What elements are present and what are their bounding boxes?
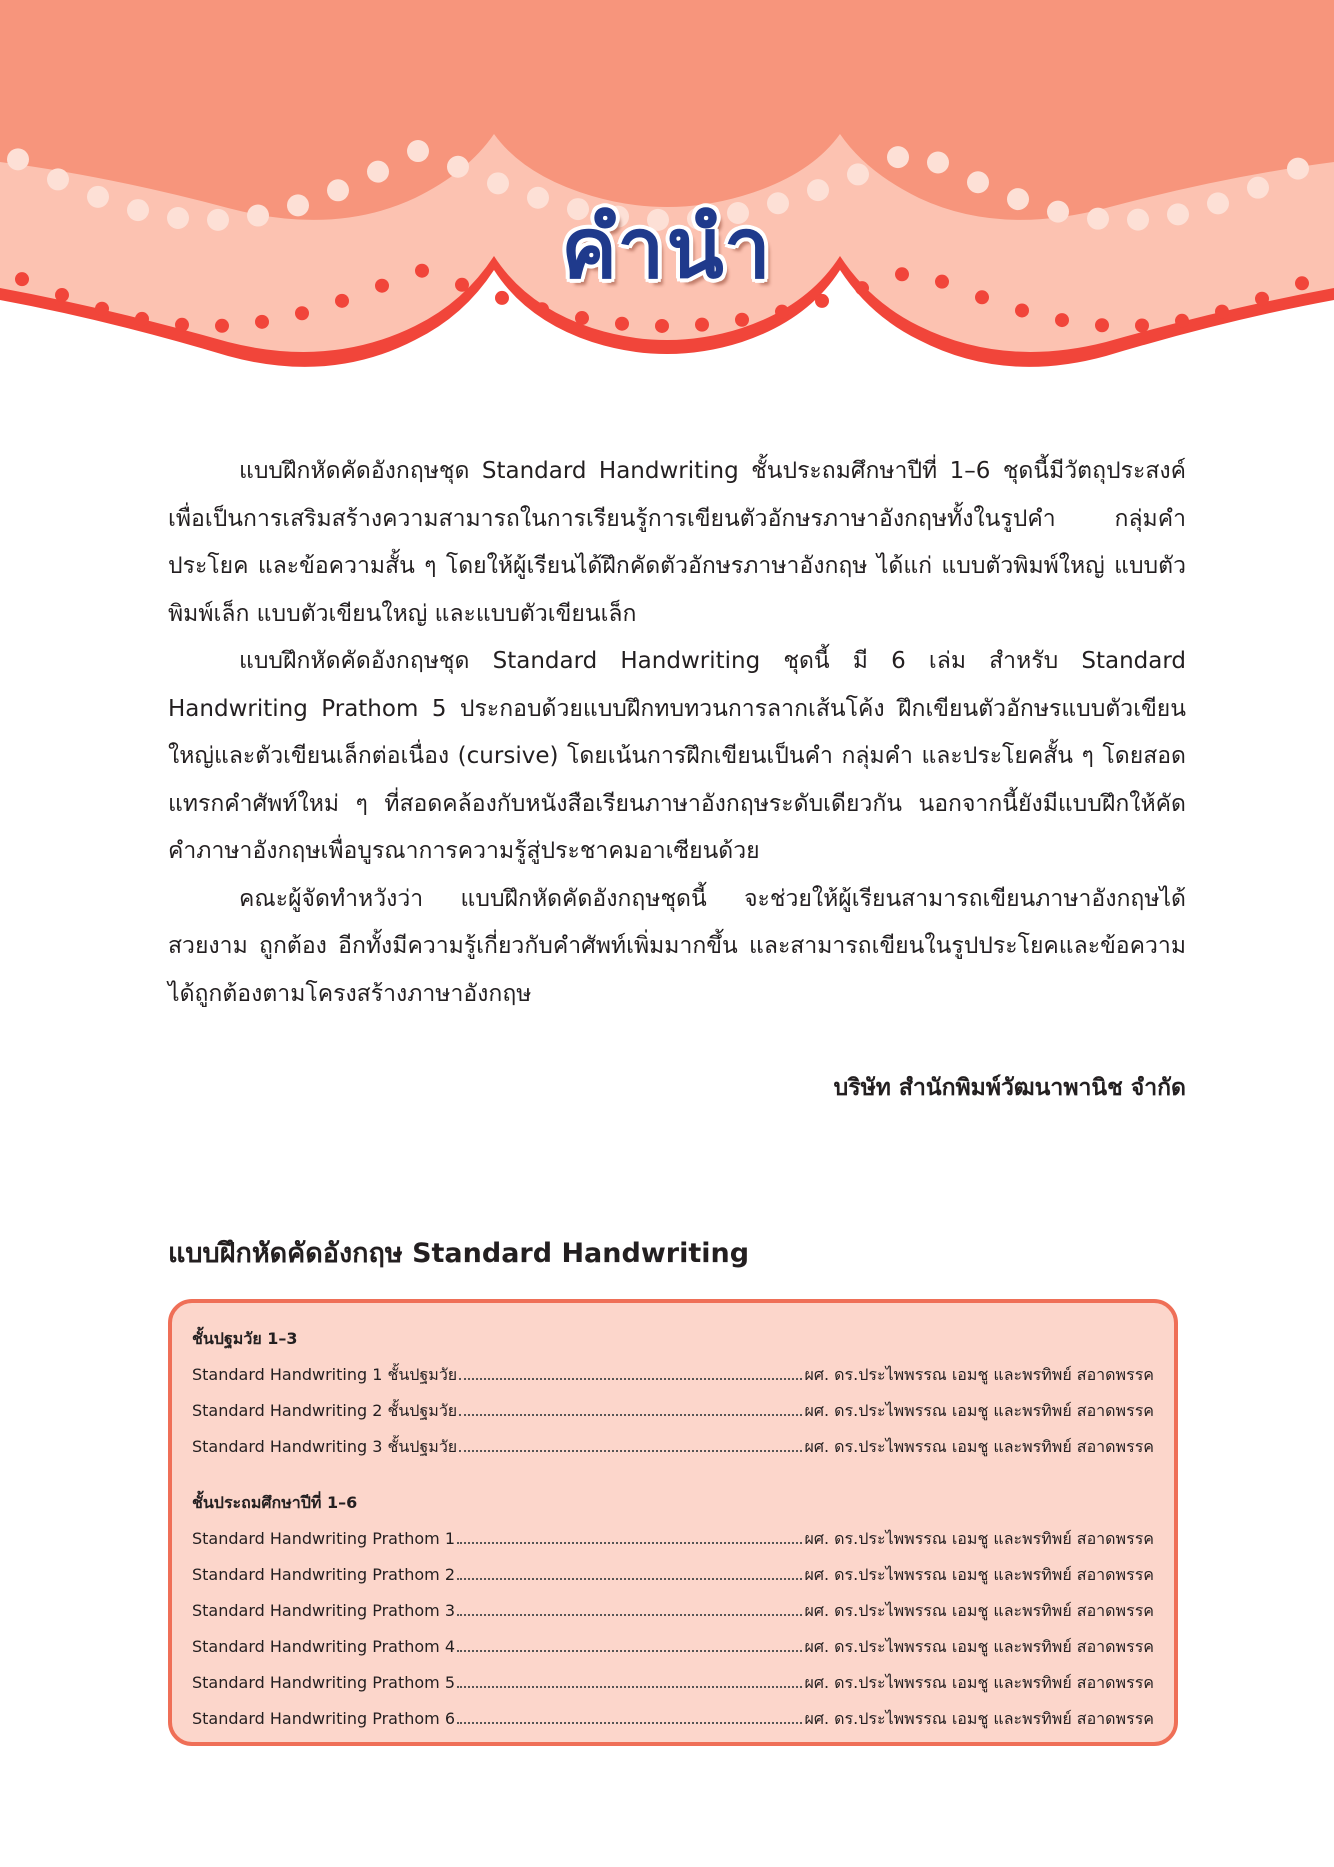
book-author: ผศ. ดร.ประไพพรรณ เอมชู และพรทิพย์ สอาดพรรค: [804, 1401, 1154, 1420]
group-label-primary: ชั้นประถมศึกษาปีที่ 1–6: [192, 1493, 358, 1512]
book-title: Standard Handwriting 2 ชั้นปฐมวัย: [192, 1401, 458, 1420]
decorative-dot: [7, 148, 29, 170]
decorative-dot: [95, 302, 109, 316]
decorative-dot: [487, 172, 509, 194]
book-author: ผศ. ดร.ประไพพรรณ เอมชู และพรทิพย์ สอาดพรรค: [804, 1601, 1154, 1620]
series-heading: แบบฝึกหัดคัดอังกฤษ Standard Handwriting: [168, 1238, 750, 1269]
book-list-box: [168, 1299, 1178, 1746]
decorative-dot: [295, 306, 309, 320]
decorative-dot: [135, 312, 149, 326]
decorative-dot: [407, 140, 429, 162]
decorative-dot: [1175, 314, 1189, 328]
dot-leader: [457, 1525, 802, 1544]
book-row: [192, 1525, 1154, 1551]
decorative-dot: [1247, 177, 1269, 199]
decorative-dot: [47, 168, 69, 190]
decorative-dot: [1215, 305, 1229, 319]
decorative-dot: [615, 317, 629, 331]
decorative-dot: [927, 151, 949, 173]
decorative-dot: [1015, 303, 1029, 317]
decorative-dot: [775, 305, 789, 319]
foreword-paragraph-2: แบบฝึกหัดคัดอังกฤษชุด Standard Handwriting ชุดนี้ มี 6 เล่ม สำหรับ Standard Handwriting Prathom 5 ประกอบด้วยแบบฝึกทบทวนการลากเส้นโค้ง ฝึกเขียนตัวอักษรแบบตัวเขียนใหญ่และตัวเขียนเล็กต่อเนื่อง (cursive) โดยเน้นการฝึกเขียนเป็นคำ กลุ่มคำ และประโยคสั้น ๆ โดยสอดแทรกคำศัพท์ใหม่ ๆ ที่สอดคล้องกับหนังสือเรียนภาษาอังกฤษระดับเดียวกัน นอกจากนี้ยังมีแบบฝึกให้คัดคำภาษาอังกฤษเพื่อบูรณาการความรู้สู่ประชาคมอาเซียนด้วย: [168, 648, 1186, 864]
publisher-signature: บริษัท สำนักพิมพ์วัฒนาพานิช จำกัด: [833, 1075, 1186, 1101]
foreword-paragraph-3: คณะผู้จัดทำหวังว่า แบบฝึกหัดคัดอังกฤษชุดนี้ จะช่วยให้ผู้เรียนสามารถเขียนภาษาอังกฤษได้สวยงาม ถูกต้อง อีกทั้งมีความรู้เกี่ยวกับคำศัพท์เพิ่มมากขึ้น และสามารถเขียนในรูปประโยคและข้อความได้ถูกต้องตามโครงสร้างภาษาอังกฤษ: [168, 885, 1186, 1007]
book-row: [192, 1669, 1154, 1695]
book-title: Standard Handwriting Prathom 1: [192, 1529, 456, 1548]
dot-leader: [457, 1705, 802, 1724]
decorative-dot: [575, 311, 589, 325]
book-title: Standard Handwriting Prathom 6: [192, 1709, 456, 1728]
book-title: Standard Handwriting Prathom 4: [192, 1637, 456, 1656]
dot-leader: [457, 1669, 802, 1688]
decorative-dot: [735, 313, 749, 327]
book-row: [192, 1433, 1154, 1459]
decorative-dot: [1095, 318, 1109, 332]
book-author: ผศ. ดร.ประไพพรรณ เอมชู และพรทิพย์ สอาดพรรค: [804, 1565, 1154, 1584]
dot-leader: [457, 1597, 802, 1616]
decorative-dot: [367, 161, 389, 183]
book-row: [192, 1397, 1154, 1423]
book-title: Standard Handwriting Prathom 3: [192, 1601, 456, 1620]
decorative-dot: [1287, 158, 1309, 180]
dot-leader: [459, 1397, 802, 1416]
book-row: [192, 1633, 1154, 1659]
decorative-dot: [655, 319, 669, 333]
dot-leader: [457, 1633, 802, 1652]
book-row: [192, 1705, 1154, 1731]
group-label-preschool: ชั้นปฐมวัย 1–3: [192, 1329, 298, 1348]
book-title: Standard Handwriting 3 ชั้นปฐมวัย: [192, 1437, 458, 1456]
book-author: ผศ. ดร.ประไพพรรณ เอมชู และพรทิพย์ สอาดพรรค: [804, 1709, 1154, 1728]
decorative-dot: [847, 163, 869, 185]
book-title: Standard Handwriting Prathom 5: [192, 1673, 456, 1692]
book-row: [192, 1597, 1154, 1623]
decorative-dot: [215, 319, 229, 333]
book-author: ผศ. ดร.ประไพพรรณ เอมชู และพรทิพย์ สอาดพรรค: [804, 1637, 1154, 1656]
book-row: [192, 1361, 1154, 1387]
page-title: คำนำ: [561, 199, 773, 297]
decorative-dot: [1055, 313, 1069, 327]
foreword-body: [168, 448, 1186, 1018]
decorative-dot: [535, 302, 549, 316]
foreword-paragraph-1: แบบฝึกหัดคัดอังกฤษชุด Standard Handwriting ชั้นประถมศึกษาปีที่ 1–6 ชุดนี้มีวัตถุประสงค์เพื่อเป็นการเสริมสร้างความสามารถในการเรียนรู้การเขียนตัวอักษรภาษาอังกฤษทั้งในรูปคำ กลุ่มคำ ประโยค และข้อความสั้น ๆ โดยให้ผู้เรียนได้ฝึกคัดตัวอักษรภาษาอังกฤษ ได้แก่ แบบตัวพิมพ์ใหญ่ แบบตัวพิมพ์เล็ก แบบตัวเขียนใหญ่ และแบบตัวเขียนเล็ก: [168, 458, 1186, 627]
decorative-dot: [447, 156, 469, 178]
decorative-dot: [175, 318, 189, 332]
decorative-dot: [1135, 318, 1149, 332]
decorative-dot: [967, 171, 989, 193]
book-author: ผศ. ดร.ประไพพรรณ เอมชู และพรทิพย์ สอาดพรรค: [804, 1437, 1154, 1456]
scalloped-header-banner: [0, 0, 1334, 380]
book-row: [192, 1561, 1154, 1587]
decorative-dot: [695, 318, 709, 332]
book-title: Standard Handwriting Prathom 2: [192, 1565, 456, 1584]
dot-leader: [457, 1561, 802, 1580]
dot-leader: [459, 1433, 802, 1452]
decorative-dot: [887, 146, 909, 168]
book-title: Standard Handwriting 1 ชั้นปฐมวัย: [192, 1365, 458, 1384]
book-author: ผศ. ดร.ประไพพรรณ เอมชู และพรทิพย์ สอาดพรรค: [804, 1529, 1154, 1548]
decorative-dot: [255, 315, 269, 329]
book-author: ผศ. ดร.ประไพพรรณ เอมชู และพรทิพย์ สอาดพรรค: [804, 1673, 1154, 1692]
dot-leader: [459, 1361, 802, 1380]
book-author: ผศ. ดร.ประไพพรรณ เอมชู และพรทิพย์ สอาดพรรค: [804, 1365, 1154, 1384]
